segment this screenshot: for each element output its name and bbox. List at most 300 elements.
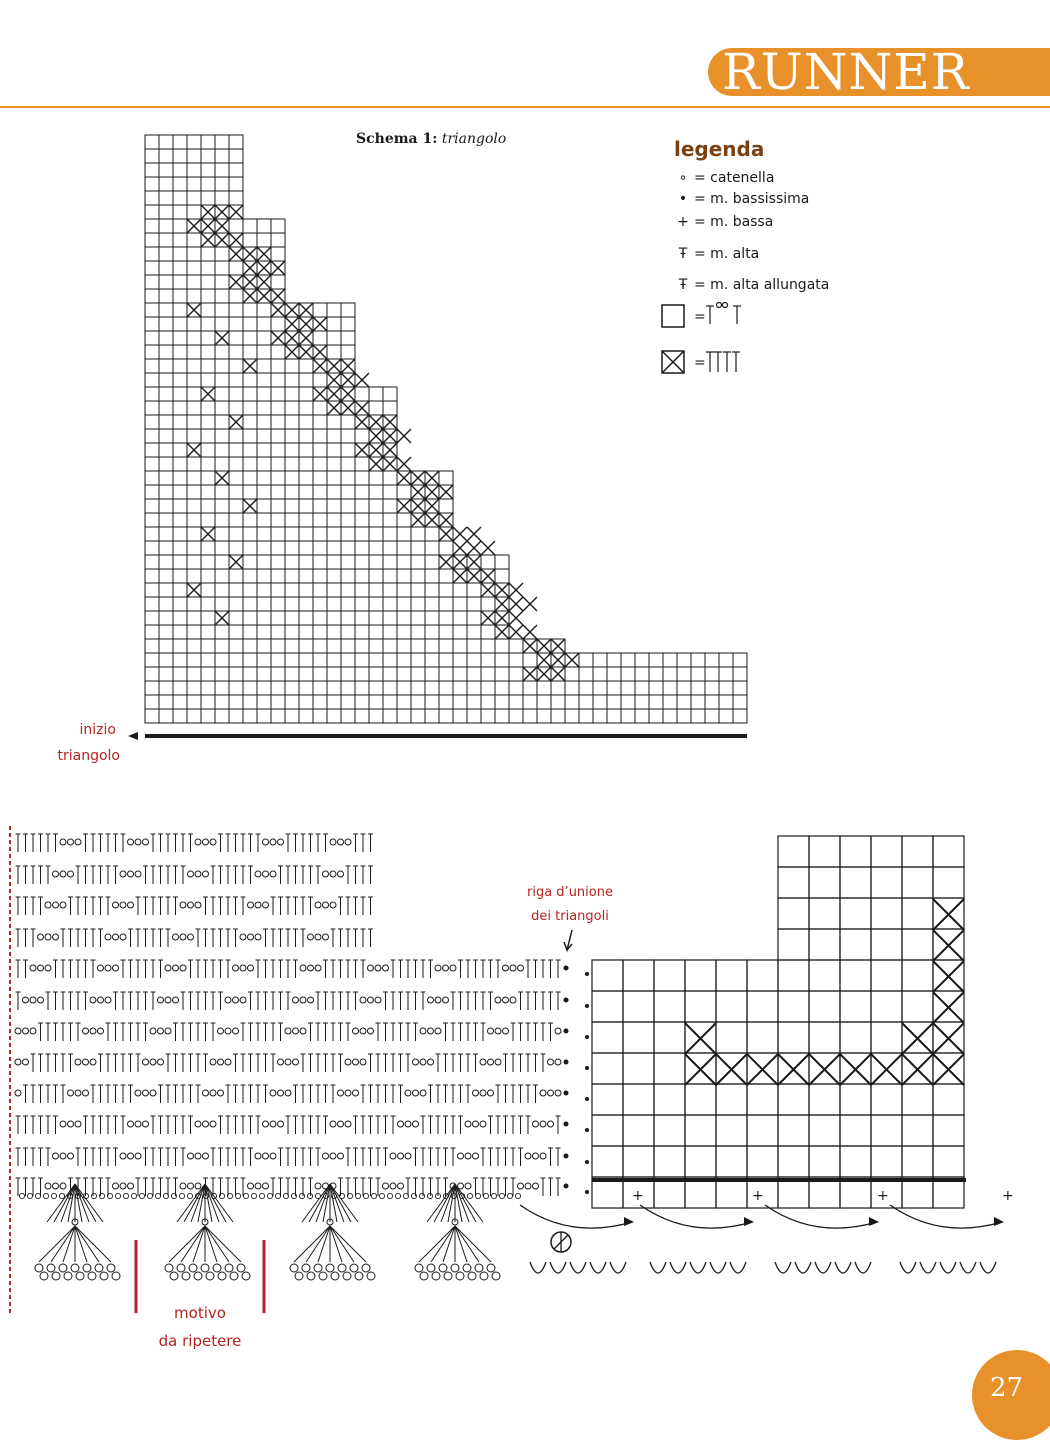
grid-cell [173,429,187,443]
grid-cell [145,499,159,513]
legend-label-single: = m. bassa [694,214,774,230]
grid-cell [411,597,425,611]
picot-chain [314,1264,322,1272]
grid-cell [481,709,495,723]
grid-cell [215,247,229,261]
grid-cell [369,513,383,527]
grid-cell [285,387,299,401]
chain-stitch [139,1193,144,1198]
grid-cell [369,555,383,569]
grid-cell [201,401,215,415]
grid-cell [201,163,215,177]
filled-cross [341,373,355,387]
fan-stitch [47,1184,75,1222]
chain-stitch [345,839,351,845]
fan-stitch [191,1184,205,1222]
grid-cell [145,611,159,625]
picot-chain [83,1264,91,1272]
grid-cell [173,597,187,611]
chain-stitch [428,1059,434,1065]
grid-cell [173,135,187,149]
grid-cell [201,611,215,625]
grid-cell [691,667,705,681]
scallop-petal [730,1262,746,1273]
scallop-petal [940,1262,956,1273]
picot-chain [64,1272,72,1280]
grid-cell [313,331,327,345]
grid-cell [355,485,369,499]
grid-cell [495,653,509,667]
edge-cell [902,1146,933,1177]
chain-stitch [195,1183,201,1189]
grid-cell [425,639,439,653]
join-slip-stitch [585,1004,589,1008]
grid-cell [397,611,411,625]
picot-chain [492,1272,500,1280]
chain-stitch [405,1121,411,1127]
grid-cell [341,625,355,639]
grid-cell [173,205,187,219]
grid-cell [257,471,271,485]
fan-stitch [427,1184,455,1222]
edge-cell [871,1146,902,1177]
edge-cross [778,1054,809,1085]
grid-cell [299,513,313,527]
grid-cell [215,597,229,611]
grid-cell [397,513,411,527]
grid-cell [369,583,383,597]
grid-cell [313,415,327,429]
grid-cell [173,317,187,331]
grid-cell [215,261,229,275]
chain-stitch [123,1193,128,1198]
grid-cell [145,639,159,653]
filled-cross [341,401,355,415]
chain-stitch [323,902,329,908]
chain-stitch [45,1183,51,1189]
chain-stitch [120,1183,126,1189]
grid-cell [201,569,215,583]
grid-cell [271,653,285,667]
grid-cell [257,611,271,625]
edge-cell [809,960,840,991]
grid-cell [229,345,243,359]
filled-cross [509,625,523,639]
grid-cell [257,373,271,387]
chain-stitch [491,1193,496,1198]
filled-cross [523,667,537,681]
filled-cross [201,233,215,247]
edge-cell [840,1084,871,1115]
edge-cell [809,1084,840,1115]
grid-cell [145,261,159,275]
fan-lower-stitch [419,1226,455,1262]
grid-cell [159,499,173,513]
filled-cross [215,205,229,219]
grid-cell [677,667,691,681]
grid-cell [229,443,243,457]
chain-stitch [45,934,51,940]
chain-stitch [60,902,66,908]
picot-chain [362,1264,370,1272]
chain-stitch [540,1153,546,1159]
filled-cross [243,289,257,303]
grid-cell [425,527,439,541]
grid-cell [187,191,201,205]
grid-cell [341,471,355,485]
chain-stitch [525,1183,531,1189]
grid-cell [229,191,243,205]
grid-cell [691,653,705,667]
fan-stitch [316,1184,330,1222]
grid-cell [327,415,341,429]
chain-stitch [158,1028,164,1034]
grid-cell [341,499,355,513]
grid-cell [285,695,299,709]
filled-cross [271,331,285,345]
grid-cell [453,681,467,695]
grid-cell [187,695,201,709]
chain-stitch [35,1193,40,1198]
chain-stitch [259,1193,264,1198]
filled-cross [243,247,257,261]
edge-cell [623,1115,654,1146]
chain-stitch [330,1121,336,1127]
grid-cell [243,709,257,723]
chain-stitch [203,839,209,845]
edge-cell [778,1146,809,1177]
open-square-stitches-icon [706,303,741,325]
chain-stitch [188,1153,194,1159]
chain-stitch [451,1193,456,1198]
grid-cell [355,695,369,709]
filled-cross [411,513,425,527]
chain-stitch [210,1090,216,1096]
grid-cell [201,429,215,443]
picot-chain [302,1264,310,1272]
grid-cell [229,471,243,485]
join-slip-stitch [585,1160,589,1164]
grid-cell [215,387,229,401]
chain-stitch [150,1090,156,1096]
chain-stitch [465,1153,471,1159]
grid-cell [243,401,257,415]
fan-stitch [205,1184,219,1222]
grid-cell [201,555,215,569]
grid-cell [425,597,439,611]
edge-cross [933,992,964,1023]
grid-cell [635,695,649,709]
filled-cross [187,583,201,597]
chain-stitch [120,934,126,940]
grid-cell [215,443,229,457]
grid-cell [159,191,173,205]
grid-cell [173,667,187,681]
fan-lower-stitch [294,1226,330,1262]
join-slip-stitch [585,1035,589,1039]
chain-stitch [345,1121,351,1127]
join-slip-stitch [564,1091,569,1096]
grid-cell [341,457,355,471]
grid-cell [299,429,313,443]
edge-cross [933,899,964,930]
edge-cross [933,961,964,992]
edge-cell [902,991,933,1022]
filled-cross [537,653,551,667]
chain-stitch [195,1121,201,1127]
chain-stitch [68,1153,74,1159]
grid-cell [677,709,691,723]
grid-cell [243,569,257,583]
grid-cell [313,569,327,583]
grid-cell [313,373,327,387]
chain-stitch [53,871,59,877]
grid-cell [187,457,201,471]
grid-cell [425,681,439,695]
filled-cross [383,443,397,457]
grid-cell [397,681,411,695]
grid-cell [229,359,243,373]
chain-stitch [68,1090,74,1096]
grid-cell [369,611,383,625]
grid-cell [159,541,173,555]
grid-cell [327,667,341,681]
edge-cell [747,1022,778,1053]
filled-cross [439,485,453,499]
edge-cross [747,1054,778,1085]
chain-stitch [150,1028,156,1034]
grid-cell [411,541,425,555]
chain-stitch [53,1153,59,1159]
grid-cell [355,429,369,443]
grid-cell [215,415,229,429]
grid-cell [383,695,397,709]
chain-stitch [413,1121,419,1127]
chain-stitch [353,1059,359,1065]
grid-cell [285,709,299,723]
join-slip-stitch [564,1122,569,1127]
picot-chain [319,1272,327,1280]
grid-cell [327,611,341,625]
grid-cell [635,709,649,723]
chain-stitch [483,1193,488,1198]
chain-stitch [203,871,209,877]
chain-stitch [473,1153,479,1159]
picot-chain [456,1272,464,1280]
chain-stitch [533,1121,539,1127]
grid-cell [621,653,635,667]
picot-chain [242,1272,250,1280]
chain-stitch [480,1121,486,1127]
grid-cell [257,569,271,583]
chain-stitch [19,1193,24,1198]
chain-stitch [188,871,194,877]
grid-cell [173,569,187,583]
grid-cell [243,583,257,597]
chain-stitch [263,1121,269,1127]
grid-cell [159,415,173,429]
filled-cross [187,443,201,457]
scallop-petal [835,1262,851,1273]
filled-cross [299,317,313,331]
chain-stitch [187,1193,192,1198]
grid-cell [159,611,173,625]
grid-cell [439,611,453,625]
grid-cell [201,695,215,709]
chain-stitch [405,1090,411,1096]
grid-cell [145,177,159,191]
chain-stitch [323,934,329,940]
grid-cell [327,569,341,583]
grid-cell [313,471,327,485]
chain-stitch [555,1090,561,1096]
grid-cell [313,695,327,709]
chain-stitch [465,1183,471,1189]
scallop-petal [980,1262,996,1273]
chain-stitch [188,1183,194,1189]
edge-cell [871,991,902,1022]
page-number: 27 [990,1373,1024,1403]
edge-cell [778,1115,809,1146]
grid-cell [173,149,187,163]
grid-cell [663,653,677,667]
grid-cell [215,345,229,359]
chain-stitch [525,1153,531,1159]
chain-stitch [195,902,201,908]
grid-cell [313,401,327,415]
grid-cell [243,303,257,317]
scallop-petal [710,1262,726,1273]
grid-cell [495,695,509,709]
grid-cell [327,513,341,527]
grid-cell [341,541,355,555]
filled-cross [285,331,299,345]
grid-cell [173,457,187,471]
picot-chain [367,1272,375,1280]
chain-stitch [143,1121,149,1127]
edge-cross [933,1054,964,1085]
grid-cell [187,177,201,191]
grid-cell [327,597,341,611]
chain-stitch [275,1193,280,1198]
grid-cell [159,359,173,373]
filled-cross [481,611,495,625]
grid-cell [159,513,173,527]
grid-cell [313,485,327,499]
chain-stitch [270,871,276,877]
grid-cell [229,639,243,653]
filled-cross [299,331,313,345]
chain-stitch [398,1183,404,1189]
grid-cell [355,611,369,625]
grid-cell [285,499,299,513]
picot-chain [355,1272,363,1280]
chain-stitch [315,902,321,908]
edge-cell [654,1053,685,1084]
grid-cell [229,583,243,597]
edge-cell [871,1022,902,1053]
grid-cell [201,485,215,499]
chain-stitch [420,1090,426,1096]
grid-cell [383,625,397,639]
filled-cross [523,625,537,639]
grid-cell [145,653,159,667]
filled-cross [495,597,509,611]
grid-cell [201,303,215,317]
grid-cell [341,415,355,429]
grid-cell [299,415,313,429]
grid-cell [733,695,747,709]
grid-cell [159,247,173,261]
chain-stitch [270,1153,276,1159]
grid-cell [299,583,313,597]
grid-cell [257,527,271,541]
chain-stitch [555,1028,561,1034]
picot-chain [331,1272,339,1280]
grid-cell [467,625,481,639]
edge-cell [685,1146,716,1177]
filled-cross [453,527,467,541]
filled-cross [257,275,271,289]
chain-stitch [299,1193,304,1198]
start-arrow-icon [128,732,138,740]
grid-cell [159,471,173,485]
join-slip-stitch [585,1066,589,1070]
grid-cell [509,681,523,695]
grid-cell [299,639,313,653]
chain-stitch [278,839,284,845]
edge-cell [716,1146,747,1177]
grid-cell [467,709,481,723]
chain-stitch [27,1193,32,1198]
chain-stitch [488,1028,494,1034]
grid-cell [243,471,257,485]
edge-cell [778,960,809,991]
picot-chain [100,1272,108,1280]
grid-cell [467,653,481,667]
picot-chain [230,1272,238,1280]
edge-cell [871,836,902,867]
grid-cell [145,583,159,597]
chain-stitch [375,997,381,1003]
legend-squares [662,303,741,374]
chain-stitch [473,1090,479,1096]
grid-cell [299,625,313,639]
grid-cell [285,639,299,653]
edge-cell [840,836,871,867]
picot-chain [415,1264,423,1272]
grid-cell [383,611,397,625]
filled-cross [369,415,383,429]
filled-cross [467,569,481,583]
grid-cell [481,667,495,681]
chain-stitch [195,871,201,877]
grid-cell [145,247,159,261]
picot-chain [432,1272,440,1280]
grid-cell [187,485,201,499]
filled-cross [341,387,355,401]
grid-cell [187,611,201,625]
grid-cell [453,709,467,723]
grid-cell [369,471,383,485]
grid-cell [145,667,159,681]
grid-cell [243,373,257,387]
chain-stitch [98,1028,104,1034]
grid-cell [271,345,285,359]
grid-cell [411,653,425,667]
grid-cell [271,639,285,653]
chain-stitch [540,1090,546,1096]
